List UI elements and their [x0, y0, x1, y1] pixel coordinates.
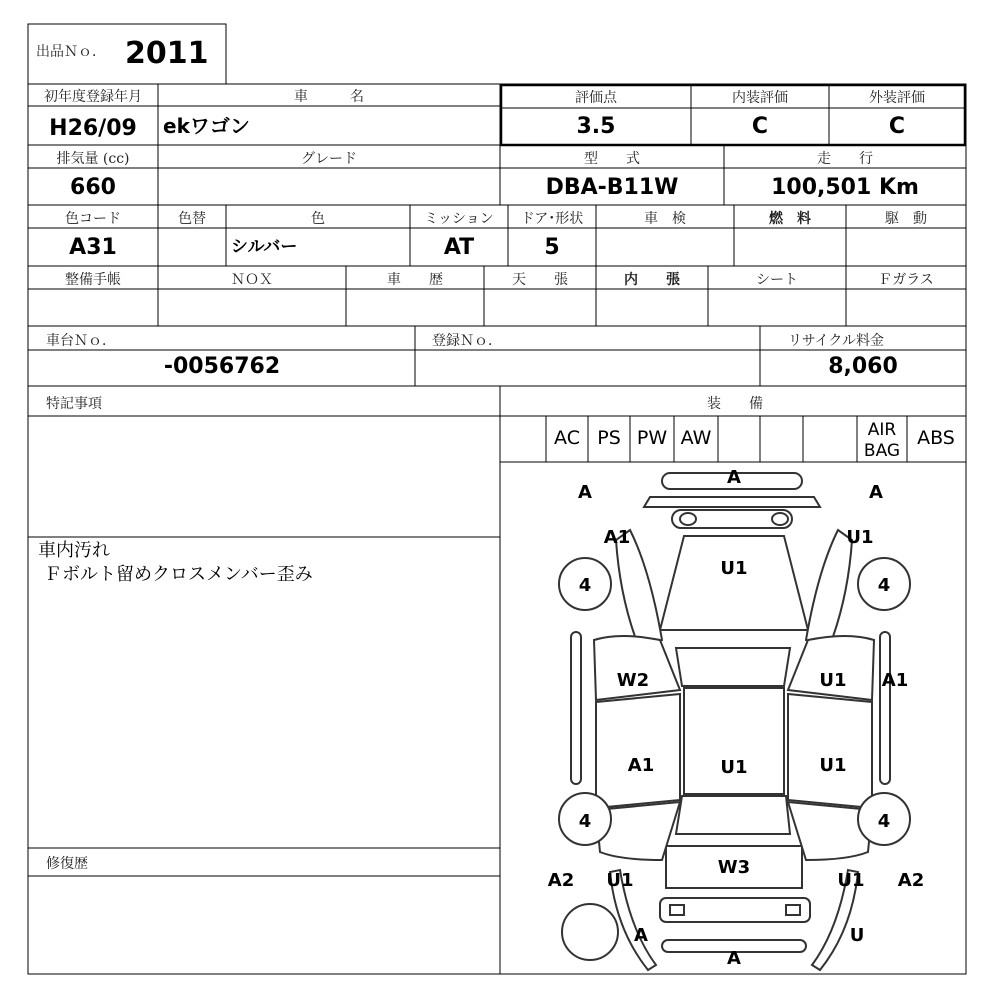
exterior-grade-value: C [888, 114, 906, 139]
chassis-number-label: 車台Ｎｏ． [46, 333, 116, 349]
transmission-label: ミッション [424, 211, 494, 227]
score-value: 3.5 [576, 114, 616, 139]
color-value: シルバー [231, 237, 298, 257]
damage-right-rear: U1 [837, 870, 865, 891]
equipment-ps: PS [597, 427, 621, 449]
damage-left-front-fender: A1 [603, 527, 631, 548]
damage-front-bumper: A [727, 467, 741, 488]
recycle-fee-value: 8,060 [828, 354, 898, 379]
damage-left-rear-tire: 4 [578, 811, 592, 832]
damage-right-front-door: U1 [819, 670, 847, 691]
equipment-ac: AC [554, 427, 580, 449]
color-code-label: 色コード [65, 211, 121, 227]
lot-number-value: 2011 [125, 36, 209, 71]
damage-left-quarter: A2 [547, 870, 575, 891]
damage-right-sill: A1 [881, 670, 909, 691]
damage-right-front-tire: 4 [877, 575, 891, 596]
mileage-label: 走 行 [817, 151, 873, 167]
nox-label: ＮＯＸ [231, 272, 273, 288]
damage-rear-bumper: A [727, 948, 741, 969]
fuel-label: 燃 料 [769, 211, 811, 227]
registration-number-label: 登録Ｎｏ． [432, 333, 502, 349]
recycle-fee-label: リサイクル料金 [787, 333, 885, 349]
chassis-number-value: -0056762 [163, 354, 281, 379]
damage-right-quarter: A2 [897, 870, 925, 891]
seat-label: シート [756, 272, 798, 288]
maintenance-record-label: 整備手帳 [65, 272, 121, 288]
remarks-label: 特記事項 [46, 396, 102, 412]
first-registration-value: H26/09 [49, 116, 137, 141]
remark-line: 車内汚れ [38, 540, 110, 561]
equipment-label: 装 備 [707, 396, 763, 412]
damage-trunk: W3 [717, 857, 751, 878]
exterior-grade-label: 外装評価 [869, 90, 925, 106]
transmission-value: AT [443, 235, 475, 260]
color-code-value: A31 [69, 235, 117, 260]
drive-label: 駆 動 [885, 211, 927, 227]
equipment-abs: ABS [917, 427, 955, 449]
interior-trim-label: 内 張 [624, 272, 680, 288]
damage-rear-right: U [849, 925, 865, 946]
equipment-aw: AW [680, 427, 712, 449]
front-glass-label: Ｆガラス [878, 272, 934, 288]
damage-front-left-corner: A [578, 482, 592, 503]
damage-right-rear-door: U1 [819, 755, 847, 776]
grade-label: グレード [301, 151, 357, 167]
model-code-value: DBA-B11W [545, 175, 679, 200]
damage-roof: U1 [720, 757, 748, 778]
repair-history-label: 修復歴 [46, 856, 88, 872]
equipment-airbag-line1: AIR [867, 420, 897, 440]
headliner-label: 天 張 [512, 272, 568, 288]
damage-left-front-door: W2 [616, 670, 650, 691]
damage-right-rear-tire: 4 [877, 811, 891, 832]
damage-left-front-tire: 4 [578, 575, 592, 596]
inspection-label: 車 検 [644, 211, 686, 227]
car-name-value: ekワゴン [163, 114, 250, 138]
color-label: 色 [311, 211, 325, 227]
vehicle-history-label: 車 歴 [387, 272, 443, 288]
interior-grade-value: C [751, 114, 769, 139]
mileage-value: 100,501 Km [771, 175, 919, 200]
first-registration-label: 初年度登録年月 [44, 89, 142, 105]
displacement-label: 排気量 (cc) [56, 151, 130, 167]
equipment-pw: PW [636, 427, 668, 449]
damage-hood: U1 [720, 558, 748, 579]
remark-line: Ｆボルト留めクロスメンバー歪み [44, 564, 313, 585]
score-label: 評価点 [575, 90, 617, 106]
damage-right-front-fender: U1 [846, 527, 874, 548]
door-value: 5 [544, 235, 560, 260]
door-label: ドア･形状 [520, 211, 584, 227]
model-code-label: 型 式 [584, 151, 640, 167]
lot-number-label: 出品Ｎｏ． [36, 44, 106, 60]
interior-grade-label: 内装評価 [732, 90, 788, 106]
car-name-label: 車 名 [294, 89, 364, 105]
damage-rear-left: A [634, 925, 648, 946]
damage-left-rear-door: A1 [627, 755, 655, 776]
repaint-label: 色替 [178, 211, 206, 227]
displacement-value: 660 [70, 175, 116, 200]
equipment-airbag-line2: BAG [863, 441, 901, 461]
damage-front-right-corner: A [869, 482, 883, 503]
damage-left-rear: U1 [606, 870, 634, 891]
